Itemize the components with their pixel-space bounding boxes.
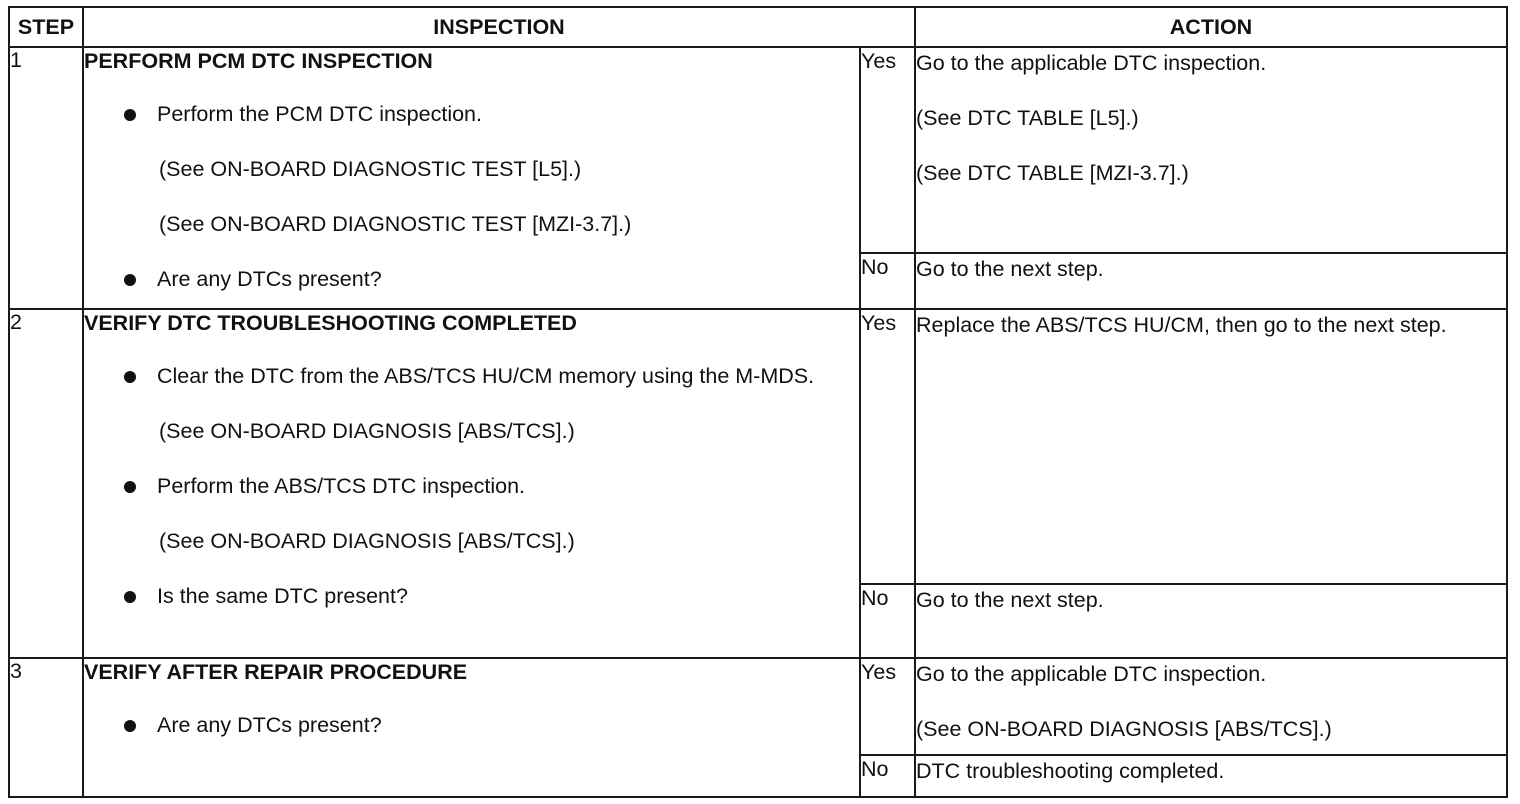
header-action: ACTION (915, 7, 1507, 47)
reference-text: (See ON-BOARD DIAGNOSIS [ABS/TCS].) (159, 419, 575, 444)
no-action (915, 584, 1507, 658)
step-title: VERIFY AFTER REPAIR PROCEDURE (84, 660, 468, 685)
reference-text: (See ON-BOARD DIAGNOSTIC TEST [L5].) (159, 157, 582, 181)
no-label: No (860, 253, 915, 309)
no-label: No (860, 755, 915, 797)
bullet-icon (124, 371, 136, 383)
action-text: DTC troubleshooting completed. (916, 758, 1225, 783)
bullet-text: Perform the PCM DTC inspection. (157, 102, 482, 126)
action-text: Go to the applicable DTC inspection. (916, 51, 1267, 75)
diagnostic-table (8, 6, 1508, 798)
step-inspection (83, 309, 860, 658)
step-title: VERIFY DTC TROUBLESHOOTING COMPLETED (84, 311, 577, 336)
action-reference: (See ON-BOARD DIAGNOSIS [ABS/TCS].) (916, 717, 1332, 742)
reference-text: (See ON-BOARD DIAGNOSTIC TEST [MZI-3.7].) (159, 212, 632, 236)
step-title: PERFORM PCM DTC INSPECTION (84, 49, 433, 73)
bullet-icon (124, 481, 136, 493)
bullet-item (124, 361, 859, 391)
bullet-item (124, 99, 859, 129)
yes-action (915, 309, 1507, 584)
bullet-text: Clear the DTC from the ABS/TCS HU/CM memory using the M-MDS. (157, 364, 815, 389)
no-label: No (860, 584, 915, 658)
yes-action (915, 658, 1507, 754)
step-inspection (83, 47, 860, 309)
action-text: Go to the next step. (916, 256, 1104, 281)
yes-label: Yes (860, 658, 915, 754)
bullet-item (124, 264, 859, 294)
step-3-yes-row (9, 658, 1507, 754)
header-row (9, 7, 1507, 47)
header-inspection: INSPECTION (83, 7, 915, 47)
action-reference: (See DTC TABLE [L5].) (916, 106, 1139, 130)
bullet-text: Are any DTCs present? (157, 267, 382, 291)
bullet-item (124, 710, 859, 740)
yes-label: Yes (860, 309, 915, 584)
step-number: 3 (9, 658, 83, 797)
bullet-icon (124, 274, 136, 286)
action-text: Replace the ABS/TCS HU/CM, then go to the next step. (916, 313, 1447, 338)
action-text: Go to the next step. (916, 588, 1104, 613)
reference-text: (See ON-BOARD DIAGNOSIS [ABS/TCS].) (159, 529, 575, 554)
step-inspection (83, 658, 860, 797)
bullet-item (124, 471, 859, 501)
yes-action (915, 47, 1507, 253)
no-action (915, 253, 1507, 309)
bullet-icon (124, 591, 136, 603)
bullet-item (124, 581, 859, 611)
header-step: STEP (9, 7, 83, 47)
bullet-text: Perform the ABS/TCS DTC inspection. (157, 474, 526, 499)
step-number: 2 (9, 309, 83, 658)
action-reference: (See DTC TABLE [MZI-3.7].) (916, 161, 1189, 185)
step-2-yes-row (9, 309, 1507, 584)
bullet-icon (124, 109, 136, 121)
step-1-yes-row (9, 47, 1507, 253)
step-number: 1 (9, 47, 83, 309)
bullet-text: Is the same DTC present? (157, 584, 408, 609)
no-action (915, 755, 1507, 797)
action-text: Go to the applicable DTC inspection. (916, 662, 1267, 687)
bullet-text: Are any DTCs present? (157, 713, 382, 738)
bullet-icon (124, 720, 136, 732)
yes-label: Yes (860, 47, 915, 253)
